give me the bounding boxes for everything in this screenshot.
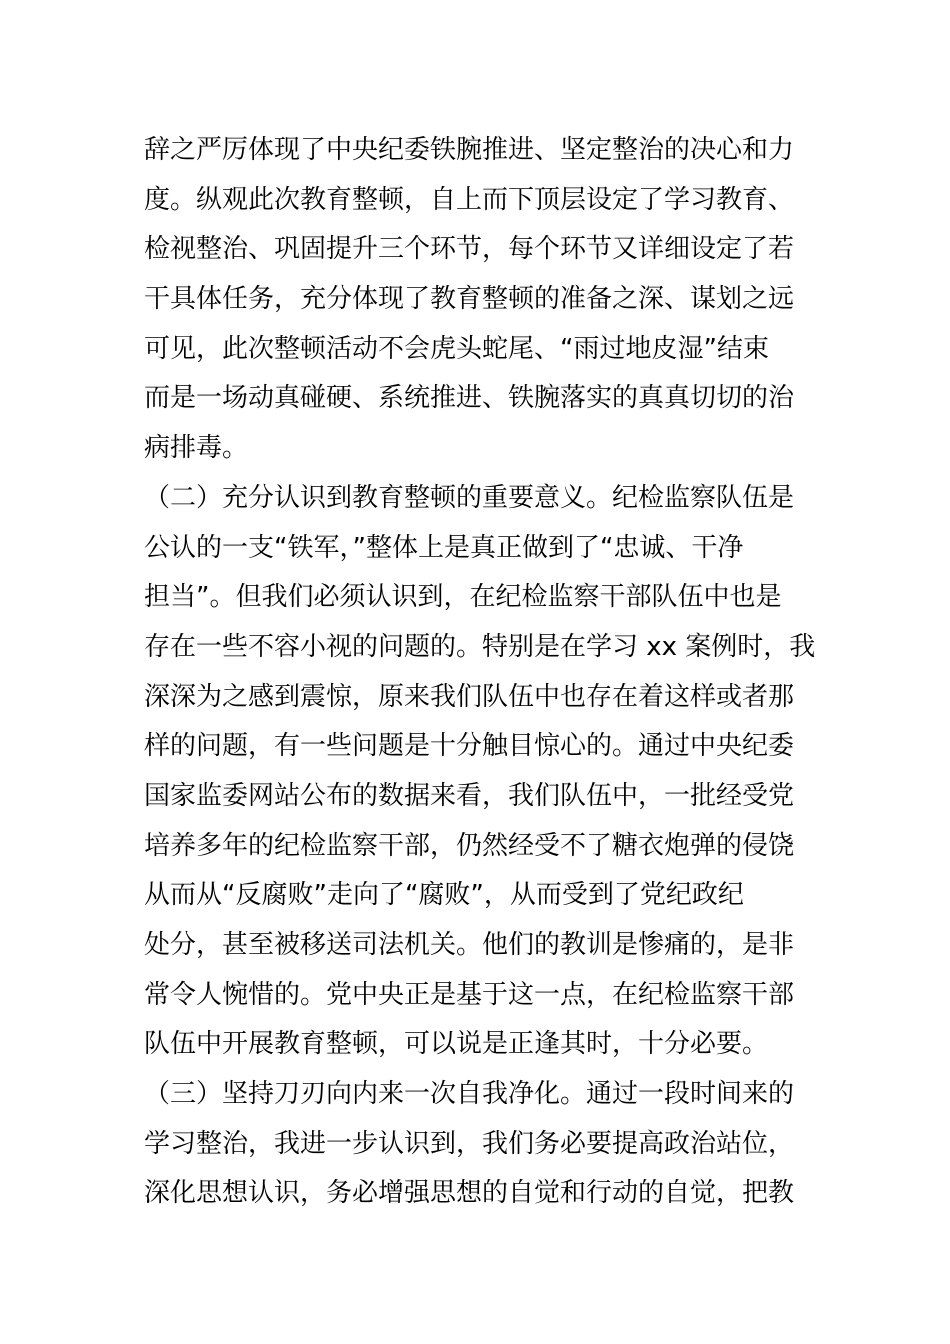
text-line: 国家监委网站公布的数据来看，我们队伍中，一批经受党 <box>144 780 795 811</box>
text-line: 处分，甚至被移送司法机关。他们的教训是惨痛的，是非 <box>144 930 795 960</box>
text-line: 存在一些不容小视的问题的。特别是在学习 xx 案例时，我 <box>144 631 816 662</box>
text-line: 度。纵观此次教育整顿，自上而下顶层设定了学习教育、 <box>144 184 795 215</box>
text-line: 培养多年的纪检监察干部，仍然经受不了糖衣炮弹的侵饶 <box>144 830 795 861</box>
text-line: 深深为之感到震惊，原来我们队伍中也存在着这样或者那 <box>144 681 795 712</box>
text-line: 检视整治、巩固提升三个环节，每个环节又详细设定了若 <box>144 234 795 265</box>
text-line: 样的问题，有一些问题是十分触目惊心的。通过中央纪委 <box>144 731 795 762</box>
text-line: 病排毒。 <box>144 433 249 464</box>
text-line: 常令人惋惜的。党中央正是基于这一点，在纪检监察干部 <box>144 979 795 1010</box>
text-line: 学习整治，我进一步认识到，我们务必要提高政治站位， <box>144 1128 795 1159</box>
text-line: 辞之严厉体现了中央纪委铁腕推进、坚定整治的决心和力 <box>144 135 795 165</box>
text-line: 公认的一支“铁军，”整体上是真正做到了“忠诚、干净 <box>144 532 744 563</box>
text-line: 干具体任务，充分体现了教育整顿的准备之深、谋划之远 <box>144 284 795 315</box>
section-heading-line: （三）坚持刀刃向内来一次自我净化。通过一段时间来的 <box>144 1079 795 1110</box>
text-line: 从而从“反腐败”走向了“腐败”，从而受到了党纪政纪 <box>144 880 744 911</box>
text-line: 队伍中开展教育整顿，可以说是正逢其时，十分必要。 <box>144 1029 769 1060</box>
section-heading-line: （二）充分认识到教育整顿的重要意义。纪检监察队伍是 <box>144 482 795 513</box>
text-line: 担当”。但我们必须认识到，在纪检监察干部队伍中也是 <box>144 582 782 613</box>
text-line: 而是一场动真碰硬、系统推进、铁腕落实的真真切切的治 <box>144 383 795 414</box>
text-line: 可见，此次整顿活动不会虎头蛇尾、“雨过地皮湿”结束 <box>144 333 769 364</box>
body-text <box>144 126 824 1219</box>
text-line: 深化思想认识，务必增强思想的自觉和行动的自觉，把教 <box>144 1178 795 1209</box>
